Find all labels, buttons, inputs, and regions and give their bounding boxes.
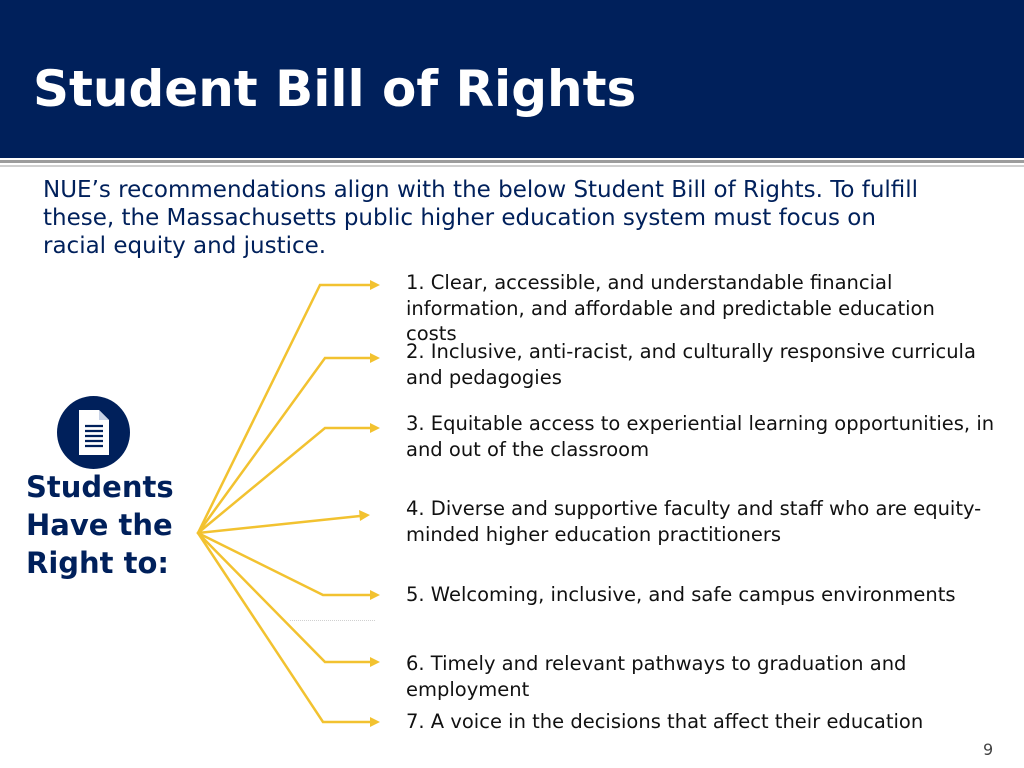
arrowhead-5 (370, 590, 380, 600)
right-item-4 (406, 496, 981, 547)
document-icon (57, 396, 130, 469)
right-item-line: minded higher education practitioners (406, 522, 782, 546)
intro-line: racial equity and justice. (43, 233, 327, 259)
right-item-line: 4. Diverse and supportive faculty and staff who are equity- (406, 497, 982, 520)
arrowhead-7 (370, 717, 380, 727)
divider-dotted (290, 620, 375, 621)
right-item-line: 3. Equitable access to experiential learning opportunities, in (406, 412, 995, 435)
arrowhead-6 (370, 657, 380, 667)
connector-6 (198, 533, 370, 662)
arrowhead-4 (359, 510, 370, 521)
intro-line: NUE’s recommendations align with the below Student Bill of Rights. To fulfill (43, 177, 919, 203)
right-item-line: and pedagogies (406, 365, 562, 389)
right-item-3 (406, 411, 994, 462)
right-item-line: information, and affordable and predictable education (406, 296, 935, 320)
intro-line: these, the Massachusetts public higher education system must focus on (43, 205, 876, 231)
right-item-7 (406, 709, 923, 735)
right-item-line: 2. Inclusive, anti-racist, and culturally responsive curricula (406, 340, 976, 363)
right-item-line: and out of the classroom (406, 437, 650, 461)
arrowhead-3 (370, 423, 380, 433)
document-icon-circle (57, 396, 130, 469)
connector-7 (198, 533, 370, 722)
right-item-line: employment (406, 677, 530, 701)
students-right-label (26, 468, 174, 582)
right-item-line: 7. A voice in the decisions that affect their education (406, 710, 924, 733)
right-item-line: 1. Clear, accessible, and understandable financial (406, 271, 893, 294)
connector-2 (198, 358, 370, 533)
right-item-line: costs (406, 322, 457, 345)
connector-5 (198, 533, 370, 595)
arrowhead-1 (370, 280, 380, 290)
right-item-line: 6. Timely and relevant pathways to graduation and (406, 652, 907, 675)
page-number: 9 (983, 740, 994, 759)
right-item-line: 5. Welcoming, inclusive, and safe campus environments (406, 583, 956, 606)
connector-4 (198, 516, 360, 533)
label-line: Have the (26, 508, 173, 542)
right-item-1 (406, 270, 935, 347)
arrowhead-2 (370, 353, 380, 363)
right-item-6 (406, 651, 906, 702)
label-line: Right to: (26, 546, 170, 580)
right-item-2 (406, 339, 976, 390)
slide-title: Student Bill of Rights (33, 60, 637, 118)
right-item-5 (406, 582, 956, 608)
label-line: Students (26, 470, 174, 504)
